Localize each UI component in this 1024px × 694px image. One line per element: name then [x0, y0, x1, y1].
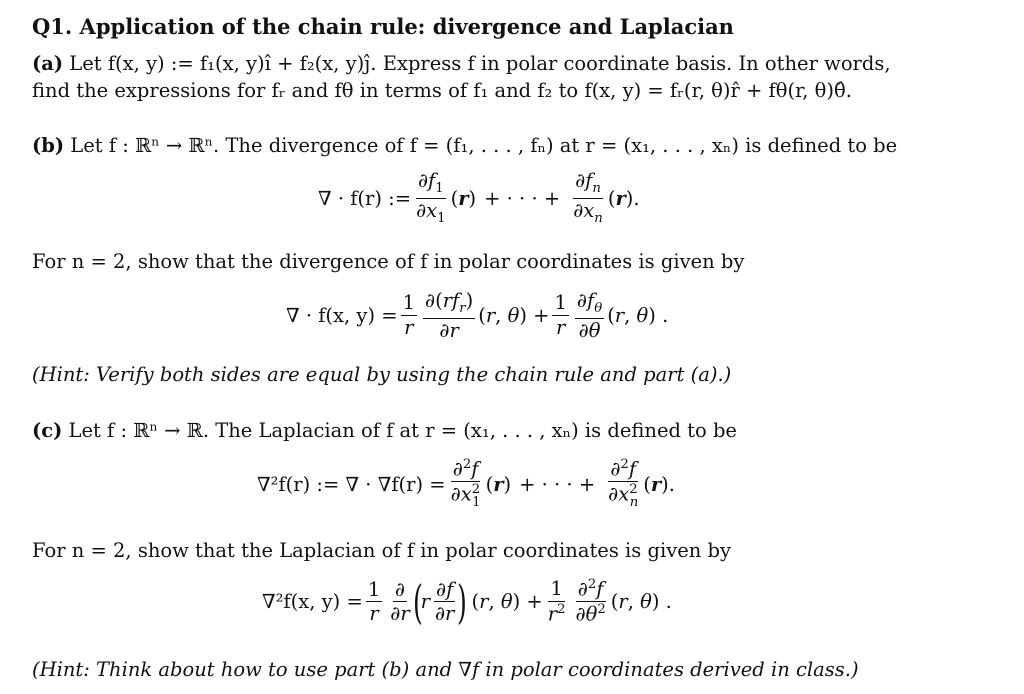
- lap-def-ellipsis: + · · · +: [519, 472, 596, 496]
- div-def-term2: $\frac{\partial f_n}{\partial x_n}$: [573, 169, 603, 226]
- laplacian-definition: ∇²f(r) := ∇ · ∇f(r) = $\frac{\partial^2f}{\partial x^2_1}$ (r) + · · · + $\frac{\partial^2f}{\partial x^2_n}$ (r).: [257, 457, 675, 510]
- part-c-claim: For n = 2, show that the Laplacian of f in polar coordinates is given by: [32, 539, 732, 562]
- part-b-intro: [32, 134, 897, 158]
- part-b-label: (b): [32, 134, 65, 157]
- part-a-line-2: find the expressions for fᵣ and fθ in terms of f₁ and f₂ to f(x, y) = fᵣ(r, θ)r̂ + fθ(r, θ)θ̂.: [32, 79, 852, 102]
- lap-polar-lhs: ∇²f(x, y) =: [262, 590, 363, 614]
- part-b-intro-text: Let f : ℝⁿ → ℝⁿ. The divergence of f = (f₁, . . . , fₙ) at r = (x₁, . . . , xₙ) is defined to be: [70, 134, 898, 157]
- divergence-definition: ∇ · f(r) := $\frac{\partial f_1}{\partial x_1}$ (r) + · · · + $\frac{\partial f_n}{\partial x_n}$ (r).: [318, 169, 640, 226]
- part-b-hint: (Hint: Verify both sides are equal by using the chain rule and part (a).): [32, 363, 732, 386]
- part-c-hint: (Hint: Think about how to use part (b) and ∇f in polar coordinates derived in class.): [32, 658, 859, 681]
- part-a-text-1: Let f(x, y) := f₁(x, y)î + f₂(x, y)ĵ. Express f in polar coordinate basis. In other words,: [69, 52, 891, 75]
- div-def-lhs: ∇ · f(r) :=: [318, 186, 412, 210]
- part-c-label: (c): [32, 419, 63, 442]
- part-a-label: (a): [32, 52, 64, 75]
- laplacian-polar-formula: ∇²f(x, y) = $\frac{1}{r}$ $\frac{\partial}{\partial r}$ ( r $\frac{\partial f}{\partial r}$ ) (r, θ) + $\frac{1}{r^2}$ $\frac{\partial^2f}{\partial\theta^2}$ (r, θ) .: [262, 574, 672, 629]
- lap-def-term2: $\frac{\partial^2f}{\partial x^2_n}$: [608, 457, 639, 510]
- divergence-polar-formula: ∇ · f(x, y) = $\frac{1}{r}$ $\frac{\partial(rf_r)}{\partial r}$ (r, θ) + $\frac{1}{r}$ $\frac{\partial f_\theta}{\partial\theta}$ (r, θ) .: [286, 289, 669, 342]
- part-c-intro-text: Let f : ℝⁿ → ℝ. The Laplacian of f at r = (x₁, . . . , xₙ) is defined to be: [68, 419, 737, 442]
- part-a-line-1: [32, 52, 891, 76]
- part-c-intro: [32, 419, 737, 443]
- div-def-ellipsis: + · · · +: [484, 186, 561, 210]
- div-polar-lhs: ∇ · f(x, y) =: [286, 304, 398, 328]
- part-b-claim: For n = 2, show that the divergence of f in polar coordinates is given by: [32, 250, 745, 273]
- lap-def-term1: $\frac{\partial^2f}{\partial x^2_1}$: [450, 457, 481, 510]
- div-def-term1: $\frac{\partial f_1}{\partial x_1}$: [416, 169, 446, 226]
- question-title: Q1. Application of the chain rule: divergence and Laplacian: [32, 14, 734, 39]
- lap-def-lhs: ∇²f(r) := ∇ · ∇f(r) =: [257, 472, 446, 496]
